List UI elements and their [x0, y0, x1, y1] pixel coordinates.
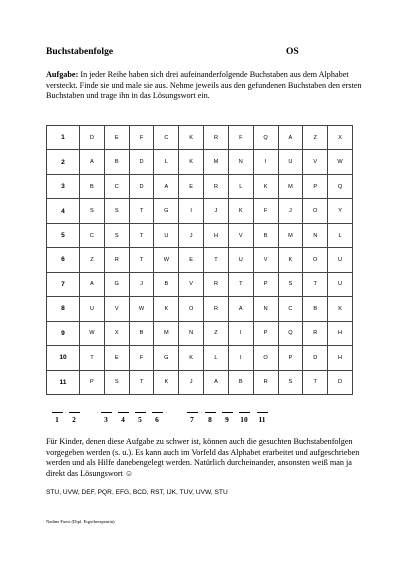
letter-cell[interactable]: H — [204, 223, 229, 247]
letter-cell[interactable]: I — [228, 321, 253, 345]
letter-cell[interactable]: Z — [204, 321, 229, 345]
letter-cell[interactable]: M — [278, 223, 303, 247]
letter-cell[interactable]: Q — [253, 126, 278, 150]
answer-line — [205, 412, 216, 413]
instructions-label: Aufgabe: — [46, 70, 79, 79]
row-number: 7 — [47, 272, 80, 296]
row-number: 4 — [47, 199, 80, 223]
letter-cell[interactable]: U — [154, 223, 179, 247]
letter-cell[interactable]: S — [104, 199, 129, 223]
row-number: 10 — [47, 346, 80, 370]
answer-slot[interactable] — [101, 412, 111, 424]
answer-slot[interactable] — [69, 412, 79, 424]
letter-cell[interactable]: F — [253, 199, 278, 223]
solution-list: STU, UVW, DEF, PQR, EFG, BCD, RST, IJK, TUV, UVW, STU — [46, 489, 228, 496]
grid-row — [47, 150, 353, 174]
letter-cell[interactable]: V — [253, 248, 278, 272]
letter-cell[interactable]: D — [328, 370, 353, 394]
letter-cell[interactable]: H — [328, 321, 353, 345]
letter-cell[interactable]: J — [129, 272, 154, 296]
letter-cell[interactable]: W — [80, 321, 105, 345]
letter-cell[interactable]: U — [328, 248, 353, 272]
letter-cell[interactable]: P — [278, 346, 303, 370]
letter-cell[interactable]: P — [253, 321, 278, 345]
letter-cell[interactable]: U — [80, 297, 105, 321]
letter-cell[interactable]: U — [278, 150, 303, 174]
letter-cell[interactable]: A — [80, 150, 105, 174]
letter-cell[interactable]: A — [154, 174, 179, 198]
answer-slot-number: 2 — [72, 415, 76, 424]
grid-row — [47, 370, 353, 394]
letter-cell[interactable]: A — [278, 126, 303, 150]
letter-cell[interactable]: K — [179, 346, 204, 370]
letter-cell[interactable]: M — [204, 150, 229, 174]
letter-cell[interactable]: K — [179, 126, 204, 150]
letter-cell[interactable]: R — [104, 248, 129, 272]
letter-cell[interactable]: E — [104, 126, 129, 150]
letter-cell[interactable]: K — [179, 150, 204, 174]
letter-cell[interactable]: U — [328, 272, 353, 296]
letter-cell[interactable]: K — [228, 199, 253, 223]
letter-cell[interactable]: K — [278, 248, 303, 272]
letter-cell[interactable]: Z — [80, 248, 105, 272]
answer-slot-number: 8 — [208, 415, 212, 424]
letter-cell[interactable]: Q — [278, 321, 303, 345]
letter-cell[interactable]: N — [253, 297, 278, 321]
letter-cell[interactable]: C — [80, 223, 105, 247]
instructions — [46, 70, 364, 102]
answer-line — [239, 412, 250, 413]
row-number: 3 — [47, 174, 80, 198]
letter-cell[interactable]: J — [204, 199, 229, 223]
grid-row — [47, 297, 353, 321]
letter-cell[interactable]: R — [253, 370, 278, 394]
answer-slot[interactable] — [239, 412, 249, 424]
letter-cell[interactable]: T — [129, 199, 154, 223]
letter-cell[interactable]: L — [154, 150, 179, 174]
answer-slot[interactable] — [222, 412, 232, 424]
letter-cell[interactable]: N — [303, 223, 328, 247]
title-row — [46, 47, 346, 57]
letter-cell[interactable]: R — [204, 272, 229, 296]
letter-cell[interactable]: C — [278, 297, 303, 321]
letter-cell[interactable]: E — [179, 248, 204, 272]
footer-author: Nadine Fuest (Dipl. Ergotherapeutin) — [46, 519, 115, 524]
row-number: 5 — [47, 223, 80, 247]
row-number: 6 — [47, 248, 80, 272]
letter-cell[interactable]: T — [303, 272, 328, 296]
letter-cell[interactable]: B — [80, 174, 105, 198]
letter-cell[interactable]: I — [179, 199, 204, 223]
letter-cell[interactable]: C — [104, 174, 129, 198]
letter-cell[interactable]: L — [204, 346, 229, 370]
letter-cell[interactable]: D — [80, 126, 105, 150]
letter-cell[interactable]: S — [104, 370, 129, 394]
answer-slot-number: 10 — [240, 415, 248, 424]
letter-cell[interactable]: W — [129, 297, 154, 321]
letter-cell[interactable]: V — [228, 223, 253, 247]
letter-cell[interactable]: F — [129, 126, 154, 150]
letter-cell[interactable]: O — [179, 297, 204, 321]
grid-row — [47, 321, 353, 345]
letter-cell[interactable]: S — [278, 272, 303, 296]
letter-cell[interactable]: B — [104, 150, 129, 174]
letter-cell[interactable]: W — [328, 150, 353, 174]
row-number: 1 — [47, 126, 80, 150]
letter-cell[interactable]: O — [253, 346, 278, 370]
letter-cell[interactable]: T — [303, 370, 328, 394]
row-number: 2 — [47, 150, 80, 174]
letter-cell[interactable]: R — [204, 297, 229, 321]
letter-cell[interactable]: K — [154, 370, 179, 394]
letter-cell[interactable]: G — [104, 272, 129, 296]
letter-cell[interactable]: I — [253, 150, 278, 174]
letter-cell[interactable]: T — [129, 248, 154, 272]
letter-cell[interactable]: S — [104, 223, 129, 247]
letter-cell[interactable]: K — [328, 297, 353, 321]
grid-row — [47, 272, 353, 296]
letter-cell[interactable]: B — [253, 223, 278, 247]
grid-row — [47, 174, 353, 198]
answer-slot[interactable] — [257, 412, 267, 424]
row-number: 9 — [47, 321, 80, 345]
answer-slot[interactable] — [205, 412, 215, 424]
grid-row — [47, 223, 353, 247]
hint-paragraph: Für Kinder, denen diese Aufgabe zu schwer ist, können auch die gesuchten Buchstabenfolgen vorgegeben werden (s. u.). Es kann auch im Vorfeld das Alphabet erarbeitet und aufgeschrieben werden und als Hilfe danebengelegt werden. Natürlich durcheinander, ansonsten weiß man ja direkt das Lösungswort ☺ — [46, 437, 360, 478]
letter-cell[interactable]: M — [154, 321, 179, 345]
letter-cell[interactable]: E — [179, 174, 204, 198]
answer-line — [118, 412, 129, 413]
row-number: 11 — [47, 370, 80, 394]
answer-slot[interactable] — [135, 412, 145, 424]
letter-cell[interactable]: T — [204, 248, 229, 272]
letter-cell[interactable]: B — [129, 321, 154, 345]
answer-slot-number: 4 — [121, 415, 125, 424]
letter-cell[interactable]: T — [228, 272, 253, 296]
letter-cell[interactable]: X — [328, 126, 353, 150]
letter-cell[interactable]: D — [129, 150, 154, 174]
letter-cell[interactable]: B — [228, 370, 253, 394]
answer-line — [257, 412, 268, 413]
answer-line — [187, 412, 198, 413]
letter-cell[interactable]: F — [228, 126, 253, 150]
letter-cell[interactable]: L — [328, 223, 353, 247]
letter-cell[interactable]: Z — [303, 126, 328, 150]
letter-cell[interactable]: O — [303, 199, 328, 223]
answer-slot-number: 6 — [155, 415, 159, 424]
grid-row — [47, 199, 353, 223]
instructions-text: In jeder Reihe haben sich drei aufeinanderfolgende Buchstaben aus dem Alphabet versteckt. Finde sie und male sie aus. Nehme jeweils aus den gefundenen Buchstaben den ersten Buchstaben und trage ihn in das Lösungswort ein. — [46, 70, 362, 101]
answer-slot-number: 7 — [190, 415, 194, 424]
answer-slot[interactable] — [152, 412, 162, 424]
letter-cell[interactable]: D — [129, 174, 154, 198]
letter-cell[interactable]: T — [80, 346, 105, 370]
letter-cell[interactable]: K — [253, 174, 278, 198]
letter-cell[interactable]: T — [129, 223, 154, 247]
letter-cell[interactable]: V — [179, 272, 204, 296]
letter-cell[interactable]: R — [204, 174, 229, 198]
answer-line — [152, 412, 163, 413]
grid-row — [47, 346, 353, 370]
letter-cell[interactable]: H — [328, 346, 353, 370]
letter-cell[interactable]: V — [104, 297, 129, 321]
letter-cell[interactable]: A — [80, 272, 105, 296]
letter-cell[interactable]: N — [179, 321, 204, 345]
letter-cell[interactable]: F — [129, 346, 154, 370]
answer-slot-number: 9 — [225, 415, 229, 424]
letter-cell[interactable]: V — [303, 150, 328, 174]
letter-grid — [46, 125, 353, 395]
letter-cell[interactable]: B — [303, 297, 328, 321]
letter-cell[interactable]: N — [228, 150, 253, 174]
answer-slot[interactable] — [187, 412, 197, 424]
letter-cell[interactable]: M — [278, 174, 303, 198]
letter-cell[interactable]: P — [80, 370, 105, 394]
letter-cell[interactable]: L — [228, 174, 253, 198]
letter-cell[interactable]: U — [228, 248, 253, 272]
answer-line — [101, 412, 112, 413]
answer-slot[interactable] — [118, 412, 128, 424]
answer-slot-number: 5 — [138, 415, 142, 424]
answer-slot-number: 3 — [104, 415, 108, 424]
worksheet-code: OS — [286, 47, 299, 57]
letter-cell[interactable]: A — [204, 370, 229, 394]
answer-line — [222, 412, 233, 413]
letter-cell[interactable]: J — [179, 370, 204, 394]
letter-cell[interactable]: E — [104, 346, 129, 370]
page-title: Buchstabenfolge — [46, 47, 114, 57]
answer-line — [52, 412, 63, 413]
letter-cell[interactable]: R — [204, 126, 229, 150]
letter-cell[interactable]: X — [104, 321, 129, 345]
letter-cell[interactable]: B — [154, 272, 179, 296]
letter-cell[interactable]: P — [303, 174, 328, 198]
letter-cell[interactable]: G — [154, 199, 179, 223]
letter-cell[interactable]: Y — [328, 199, 353, 223]
grid-row — [47, 248, 353, 272]
letter-cell[interactable]: T — [129, 370, 154, 394]
letter-cell[interactable]: W — [154, 248, 179, 272]
letter-cell[interactable]: J — [278, 199, 303, 223]
letter-cell[interactable]: D — [303, 346, 328, 370]
answer-row — [46, 412, 366, 432]
answer-line — [135, 412, 146, 413]
letter-cell[interactable]: I — [228, 346, 253, 370]
answer-line — [69, 412, 80, 413]
letter-cell[interactable]: A — [228, 297, 253, 321]
letter-cell[interactable]: Q — [328, 174, 353, 198]
letter-cell[interactable]: G — [154, 346, 179, 370]
row-number: 8 — [47, 297, 80, 321]
letter-cell[interactable]: C — [154, 126, 179, 150]
letter-cell[interactable]: J — [179, 223, 204, 247]
letter-cell[interactable]: O — [303, 248, 328, 272]
letter-cell[interactable]: P — [253, 272, 278, 296]
letter-cell[interactable]: S — [278, 370, 303, 394]
answer-slot-number: 1 — [55, 415, 59, 424]
answer-slot-number: 11 — [258, 415, 266, 424]
letter-cell[interactable]: K — [154, 297, 179, 321]
grid-row — [47, 126, 353, 150]
answer-slot[interactable] — [52, 412, 62, 424]
letter-cell[interactable]: R — [303, 321, 328, 345]
letter-cell[interactable]: S — [80, 199, 105, 223]
